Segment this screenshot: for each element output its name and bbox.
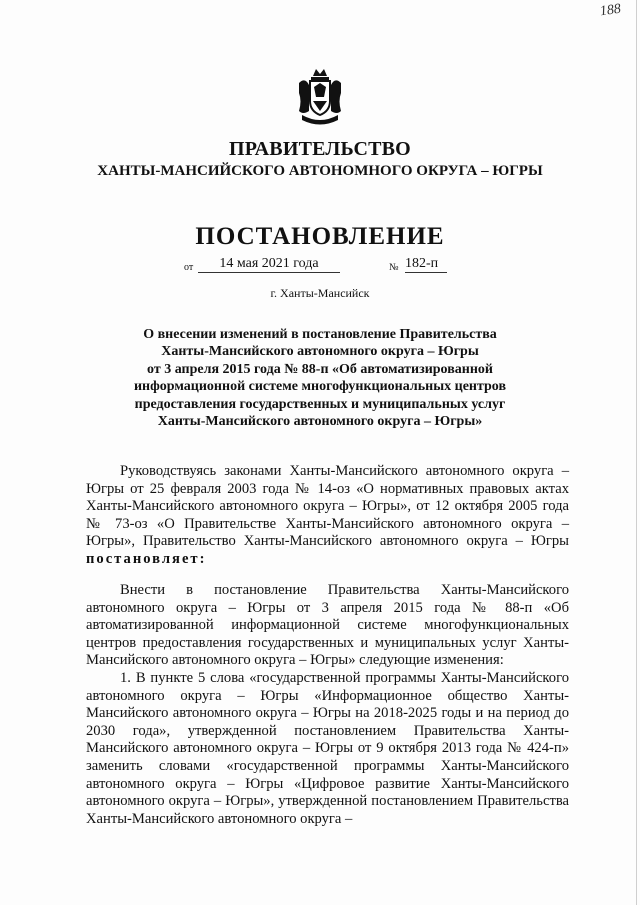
decree-word: постановляет: — [86, 550, 207, 567]
title-line: информационной системе многофункциональных центров — [133, 379, 507, 395]
city-label: г. Ханты-Мансийск — [270, 286, 370, 300]
organization-name: ПРАВИТЕЛЬСТВО — [229, 138, 411, 160]
title-line: Ханты-Мансийского автономного округа – Югры — [161, 344, 479, 360]
document-type-heading: ПОСТАНОВЛЕНИЕ — [195, 223, 445, 250]
title-line: от 3 апреля 2015 года № 88-п «Об автоматизированной — [147, 361, 493, 377]
preamble-paragraph — [86, 463, 569, 569]
document-title — [100, 326, 540, 430]
page-edge — [636, 0, 637, 905]
number-prefix: № — [389, 262, 399, 273]
item-1-paragraph: 1. В пункте 5 слова «государственной программы Ханты-Мансийского автономного округа – Югры «Информационное общество Ханты-Мансийского автономного округа – Югры на 2018-2025 годы и на период до 2030 года», утвержденной постановлением Правительства Ханты-Мансийского автономного округа – Югры от 9 октября 2013 года № 424-п» заменить словами «государственной программы Ханты-Мансийского автономного округа – Югры «Цифровое развитие Ханты-Мансийского автономного округа – Югры», утвержденной постановлением Правительства Ханты-Мансийского автономного округа – — [86, 669, 569, 827]
date-prefix: от — [184, 262, 194, 273]
main-body — [86, 582, 569, 828]
title-line: предоставления государственных и муниципальных услуг — [134, 396, 506, 412]
organization-region: ХАНТЫ-МАНСИЙСКОГО АВТОНОМНОГО ОКРУГА – ЮГРЫ — [97, 163, 543, 179]
intro-paragraph: Внести в постановление Правительства Ханты-Мансийского автономного округа – Югры от 3 апреля 2015 года № 88-п «Об автоматизированной информационной системе многофункциональных центров предоставления государственных и муниципальных услуг Ханты-Мансийского автономного округа – Югры» следующие изменения: — [86, 582, 569, 669]
title-line: Ханты-Мансийского автономного округа – Югры» — [157, 414, 483, 430]
document-number: 182-п — [405, 256, 447, 273]
coat-of-arms-emblem-icon — [296, 67, 344, 129]
handwritten-page-number: 188 — [598, 1, 622, 20]
title-line: О внесении изменений в постановление Правительства — [143, 327, 497, 342]
document-date: 14 мая 2021 года — [198, 256, 340, 273]
preamble-text: Руководствуясь законами Ханты-Мансийского автономного округа – Югры от 25 февраля 2003 года № 14-оз «О нормативных правовых актах Ханты-Мансийского автономного округа – Югры», от 12 октября 2005 года № 73-оз «О Правительстве Ханты-Мансийского автономного округа – Югры», Правительство Ханты-Мансийского автономного округа – Югры — [86, 463, 569, 550]
